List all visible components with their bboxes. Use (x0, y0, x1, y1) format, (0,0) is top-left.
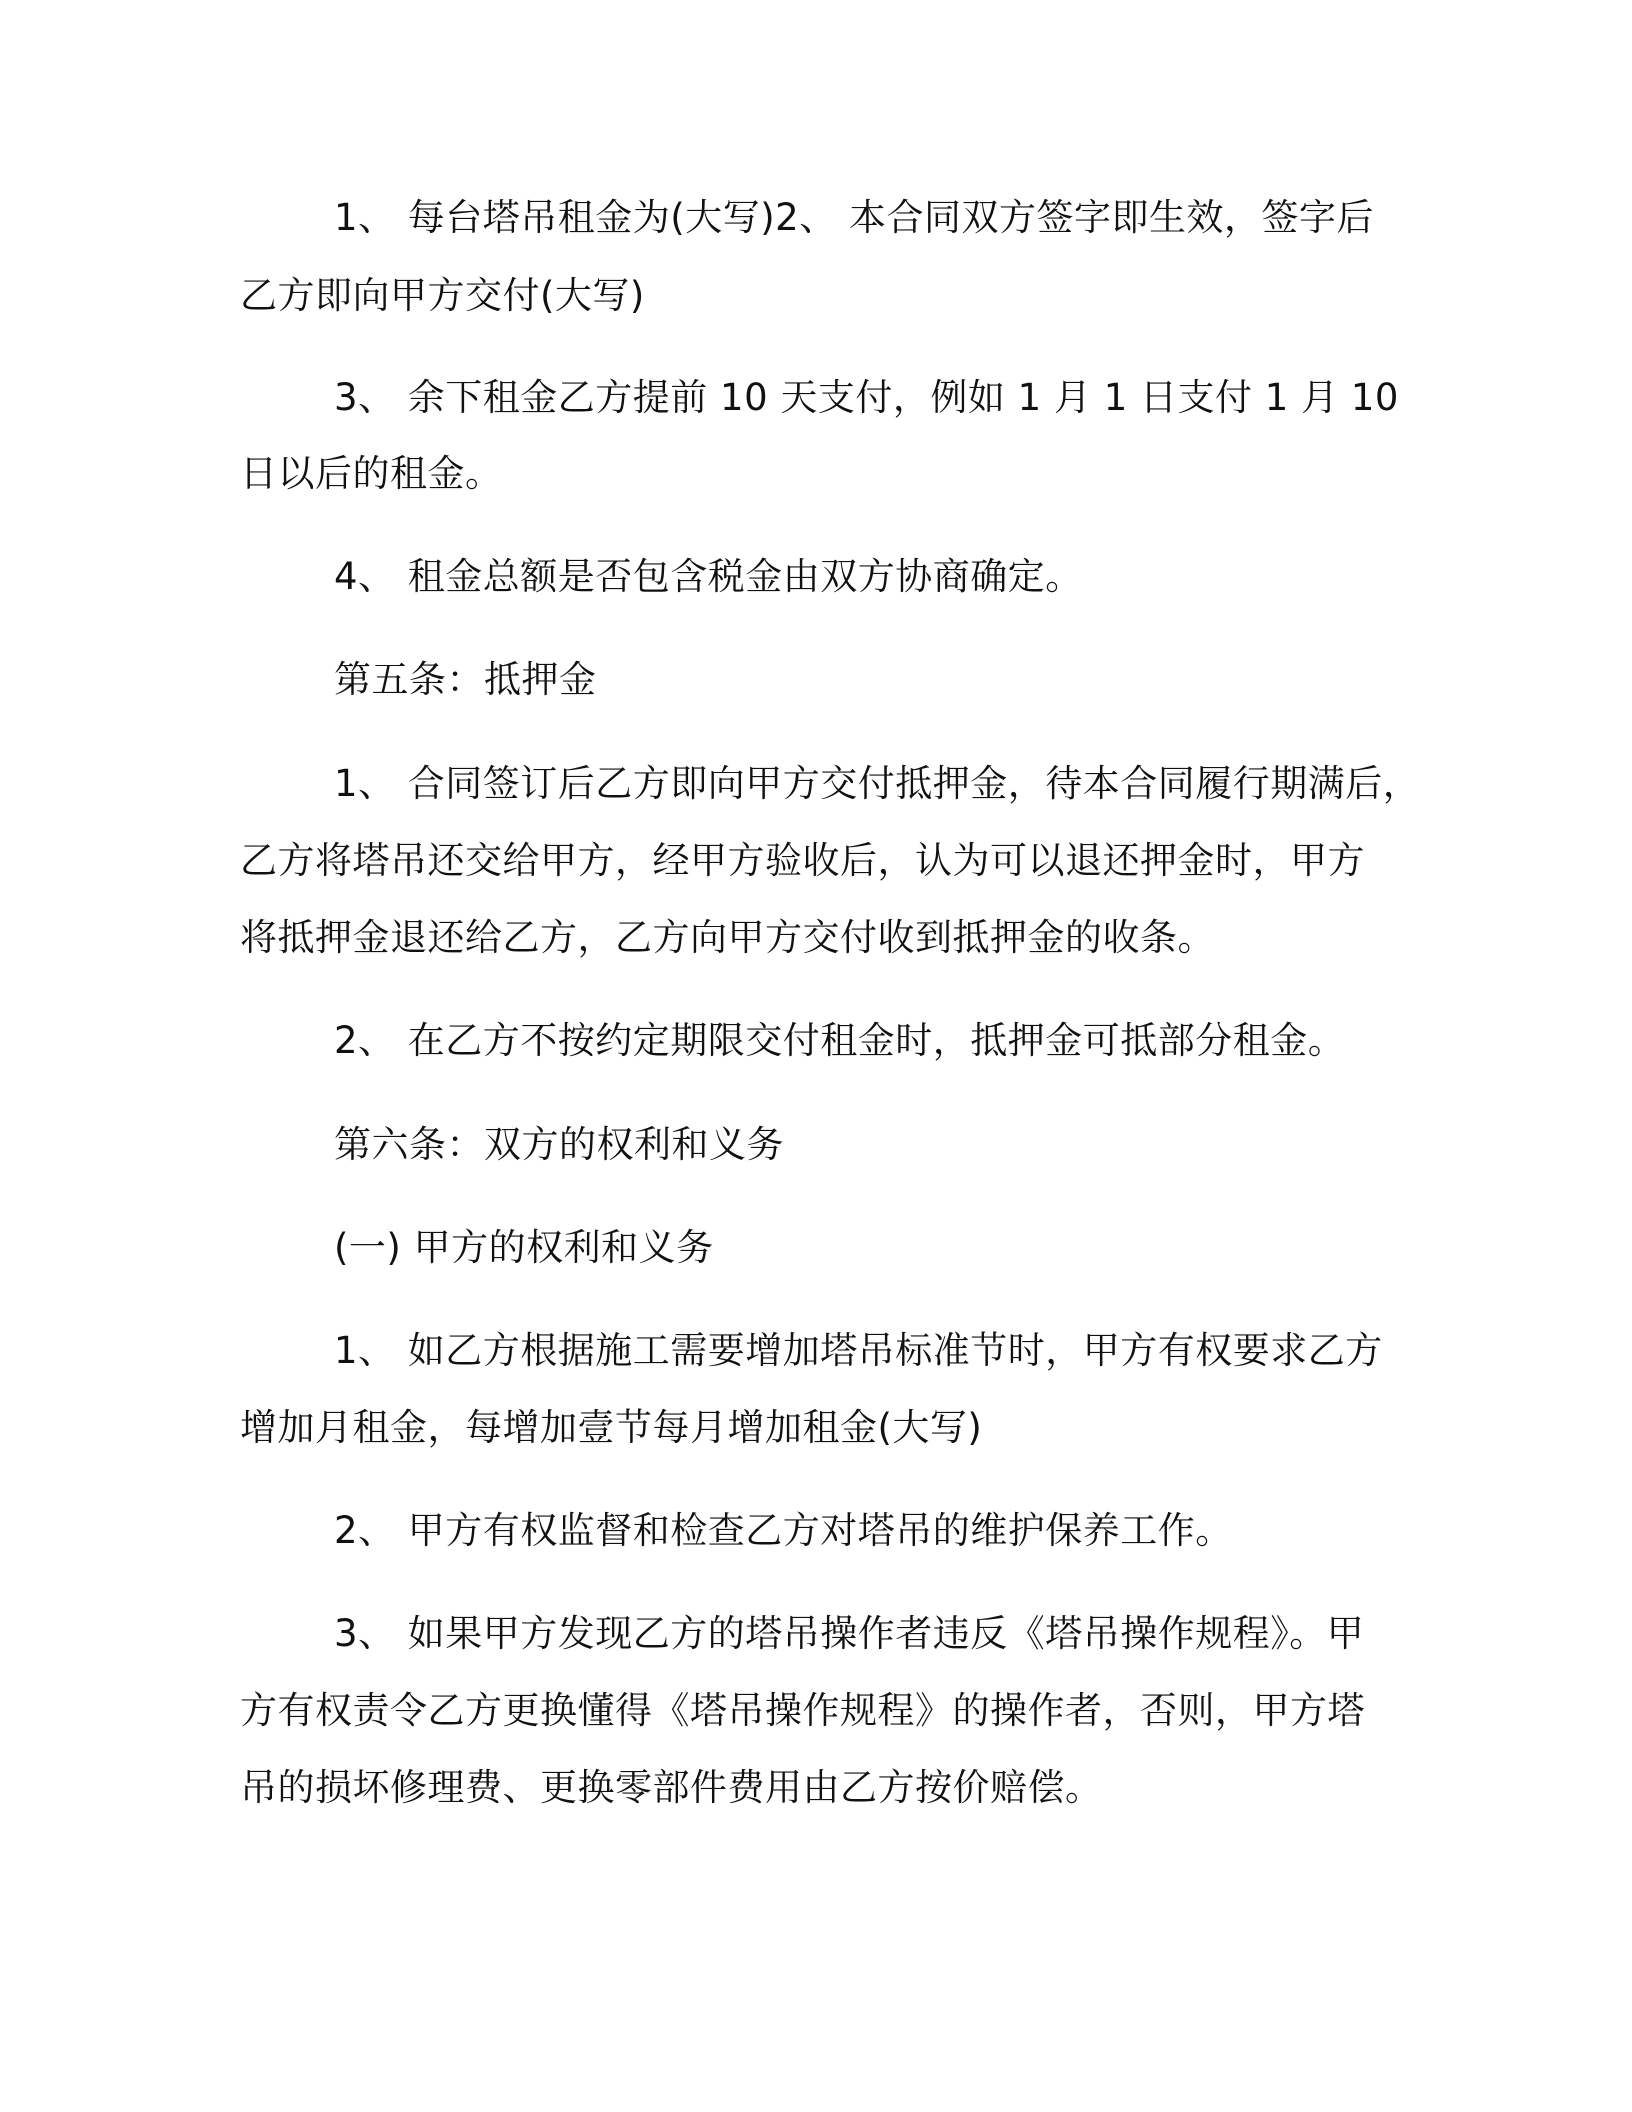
text-line: 1、 合同签订后乙方即向甲方交付抵押金，待本合同履行期满后， (334, 762, 1421, 805)
text-line: 将抵押金退还给乙方，乙方向甲方交付收到抵押金的收条。 (240, 916, 1215, 959)
text-line: 2、 在乙方不按约定期限交付租金时，抵押金可抵部分租金。 (334, 1019, 1346, 1062)
text-line: 日以后的租金。 (240, 452, 503, 495)
text-line: 3、 余下租金乙方提前 10 天支付，例如 1 月 1 日支付 1 月 10 (334, 376, 1399, 419)
subsection-heading: (一) 甲方的权利和义务 (334, 1226, 714, 1269)
text-line: 3、 如果甲方发现乙方的塔吊操作者违反《塔吊操作规程》。甲 (334, 1612, 1365, 1655)
section-heading: 第五条：抵押金 (334, 658, 597, 701)
text-line: 2、 甲方有权监督和检查乙方对塔吊的维护保养工作。 (334, 1509, 1233, 1552)
text-line: 乙方将塔吊还交给甲方，经甲方验收后，认为可以退还押金时，甲方 (240, 839, 1365, 882)
section-heading: 第六条：双方的权利和义务 (334, 1123, 784, 1166)
text-line: 1、 每台塔吊租金为(大写)2、 本合同双方签字即生效，签字后 (334, 196, 1374, 239)
text-line: 乙方即向甲方交付(大写) (240, 274, 645, 317)
text-line: 方有权责令乙方更换懂得《塔吊操作规程》的操作者，否则，甲方塔 (240, 1689, 1365, 1732)
text-line: 4、 租金总额是否包含税金由双方协商确定。 (334, 555, 1083, 598)
text-line: 增加月租金，每增加壹节每月增加租金(大写) (240, 1406, 983, 1449)
text-line: 1、 如乙方根据施工需要增加塔吊标准节时，甲方有权要求乙方 (334, 1329, 1383, 1372)
text-line: 吊的损坏修理费、更换零部件费用由乙方按价赔偿。 (240, 1766, 1103, 1809)
